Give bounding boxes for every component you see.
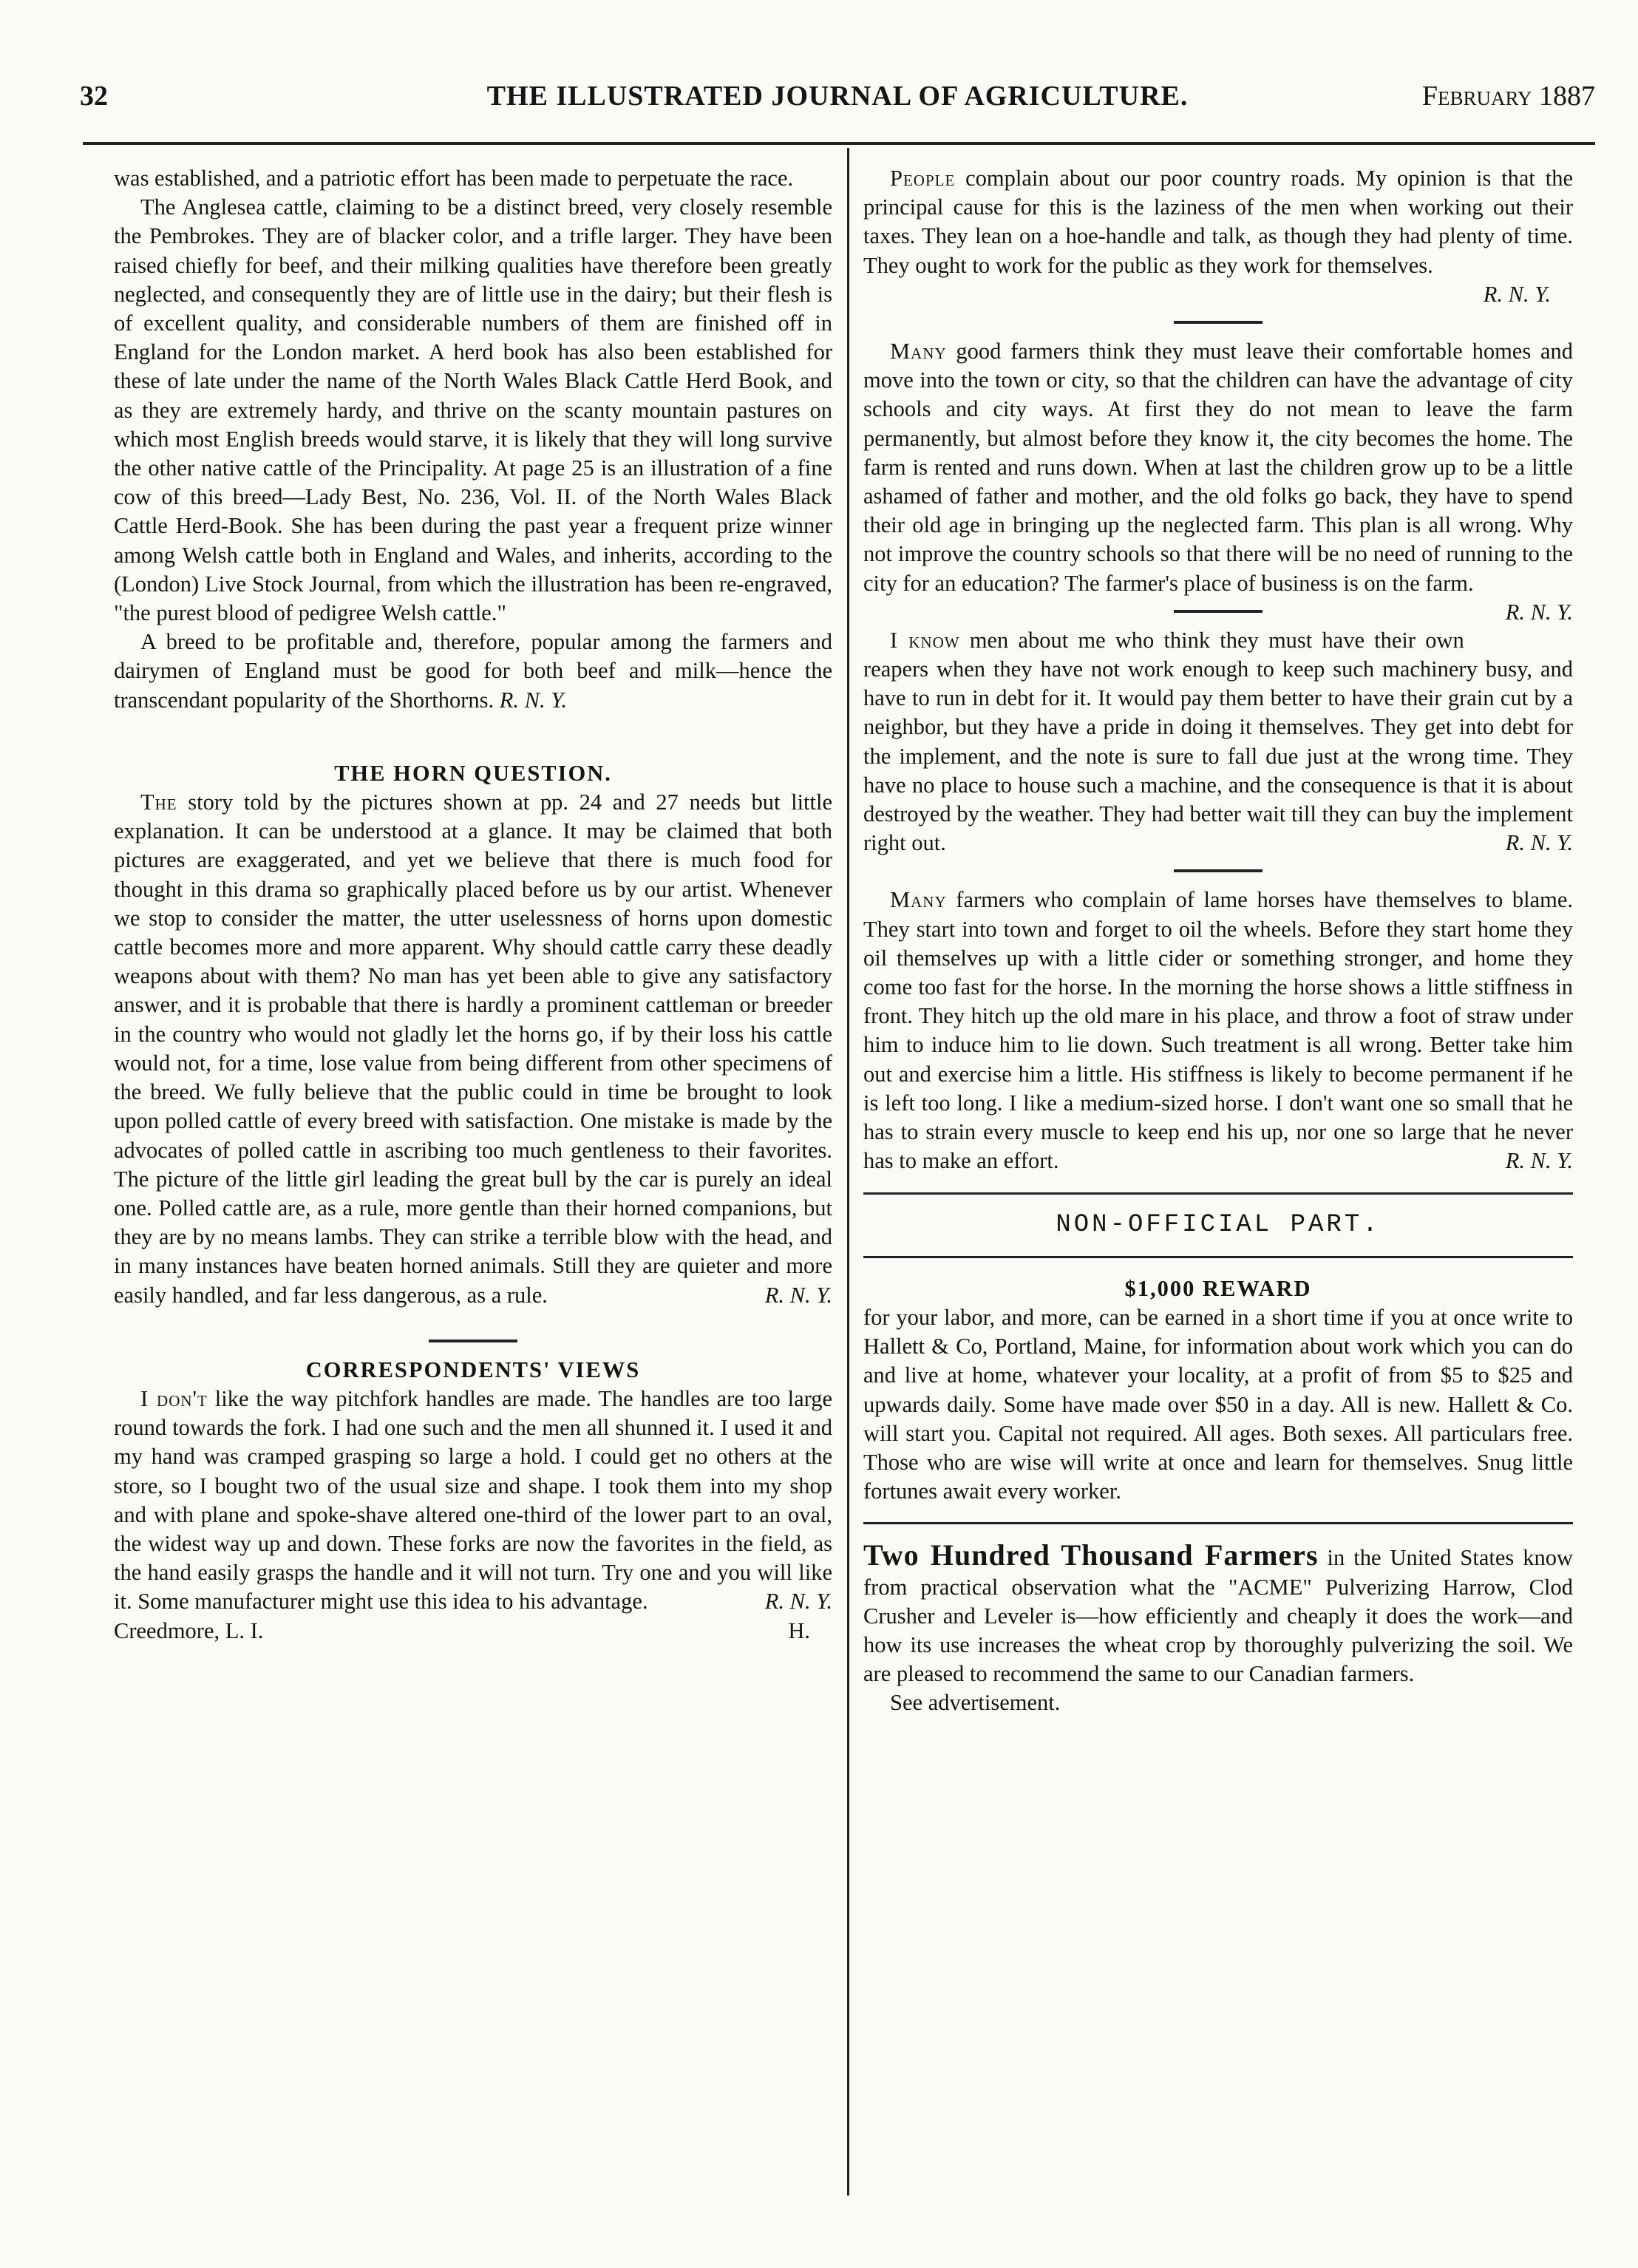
signature: R. N. Y. xyxy=(764,1589,832,1615)
lead-word: I know xyxy=(890,627,960,653)
horn-question-text: story told by the pictures shown at pp. 24 and 27 needs but little explanation. It can be understood at a glance. It may be claimed that both pictures are exaggerated, and yet we believe that there is much food for thought in this drama so graphically placed before us by our artist. Whenever we stop to consider the matter, the utter uselessness of horns upon domestic cattle becomes more and more apparent. Why should cattle carry these deadly weapons about with them? No man has yet been able to give any satisfactory answer, and it is probable that there is hardly a prominent cattleman or breeder in the country who would not gladly let the horns go, if by their loss his cattle would not, for a time, lose value from being different from other specimens of the breed. We fully believe that the public could in time be brought to look upon polled cattle of every breed with satisfaction. One mistake is made by the advocates of polled cattle in ascribing too much gentleness to their favorites. The picture of the little girl leading the great bull by the car is purely an ideal one. Polled cattle are, as a rule, more gentle than their horned companions, but they are by no means lambs. They can strike a terrible blow with the head, and in many instances have beaten horned animals. Still they are quieter and more easily handled, and far less dangerous, as a rule. xyxy=(114,790,832,1308)
signature: R. N. Y. xyxy=(499,687,568,713)
section-rule-bottom xyxy=(863,1256,1573,1258)
journal-title: THE ILLUSTRATED JOURNAL OF AGRICULTURE. xyxy=(486,81,1189,112)
article-divider xyxy=(1174,610,1263,613)
acme-harrow-notice xyxy=(863,1538,1574,1688)
reward-heading: $1,000 REWARD xyxy=(1124,1275,1312,1301)
lead-word: Many xyxy=(890,887,947,913)
signature: R. N. Y. xyxy=(764,1282,832,1308)
article-divider xyxy=(1174,321,1263,324)
see-advertisement: See advertisement. xyxy=(890,1690,1061,1716)
issue-date: February 1887 xyxy=(1421,81,1595,112)
correspondent-initial: H. xyxy=(788,1617,810,1643)
non-official-part-title: NON-OFFICIAL PART. xyxy=(1056,1210,1381,1239)
article-divider xyxy=(1174,869,1263,872)
signature: R. N. Y. xyxy=(1505,830,1573,856)
lead-word: People xyxy=(890,166,956,191)
column-divider xyxy=(847,148,849,2196)
section-rule-top xyxy=(863,1192,1573,1195)
article-divider xyxy=(429,1340,517,1342)
many-farmers-city-article xyxy=(863,337,1573,625)
people-article xyxy=(863,164,1573,280)
acme-text: in the United States know from practical observation what the "ACME" Pulverizing Harrow, Clod Crusher and Leveler is—how efficiently and cheaply it does the work—and how its use increases the wheat crop by thoroughly pulverizing the soil. We are pleased to recommend the same to our Canadian farmers. xyxy=(863,1545,1574,1687)
cattle-paragraph-3-text: A breed to be profitable and, therefore, popular among the farmers and dairymen of England must be good for both beef and milk—hence the transcendant popularity of the Shorthorns. xyxy=(114,629,832,713)
correspondent-place-line xyxy=(114,1617,832,1646)
horn-question-article xyxy=(114,788,832,1310)
right-column xyxy=(863,164,1573,1718)
reapers-text: men about me who think they must have their own reapers when they have not work enough to keep such machinery busy, and have to run in debt for it. It would pay them better to have their grain cut by a neighbor, but they have a pride in doing it themselves. They get into debt for the implement, and the note is sure to fall due just at the wrong time. They have no place to house such a machine, and the consequence is that it is about destroyed by the weather. They had better wait till they can buy the implement right out. xyxy=(863,627,1573,856)
reward-advertisement: for your labor, and more, can be earned in a short time if you at once write to Hallett & Co, Portland, Maine, for information about work which you can do and live at home, whatever your locality, at a profit of from $5 to $25 and upwards daily. Some have made over $50 in a day. All is new. Hallett & Co. will start you. Capital not required. All ages. Both sexes. All particulars free. Those who are wise will write at once and learn for themselves. Snug little fortunes await every worker. xyxy=(863,1304,1573,1504)
page-header xyxy=(80,80,1595,121)
header-rule xyxy=(83,142,1595,145)
lame-horses-text: farmers who complain of lame horses have themselves to blame. They start into town and forget to oil the wheels. Before they start home they oil themselves up with a little cider or something stronger, and home they come too fast for the horse. In the morning the horse shows a little stiffness in front. They hitch up the old mare in his place, and throw a foot of straw under him to induce him to lie down. Such treatment is all wrong. Better take him out and exercise him a little. His stiffness is likely to become permanent if he is left too long. I like a medium-sized horse. I don't want one so small that he has to strain every muscle to keep end his up, nor one so large that he never has to make an effort. xyxy=(863,887,1574,1174)
correspondents-article xyxy=(114,1385,832,1617)
lead-word: The xyxy=(140,790,177,815)
advertisement-rule xyxy=(863,1522,1573,1524)
signature: R. N. Y. xyxy=(1483,281,1551,307)
lead-word: Many xyxy=(890,339,947,364)
cattle-paragraph-2: The Anglesea cattle, claiming to be a distinct breed, very closely resemble the Pembrokes. They are of blacker color, and a trifle larger. They have been raised chiefly for beef, and their milking qualities have therefore been greatly neglected, and consequently they are of little use in the dairy; but their flesh is of excellent quality, and considerable numbers of them are finished off in England for the London market. A herd book has also been established for these of late under the name of the North Wales Black Cattle Herd Book, and as they are extremely hardy, and thrive on the scanty mountain pastures on which most English breeds would starve, it is likely that they will long survive the other native cattle of the Principality. At page 25 is an illustration of a fine cow of this breed—Lady Best, No. 236, Vol. II. of the North Wales Black Cattle Herd-Book. She has been during the past year a frequent prize winner among Welsh cattle both in England and Wales, and inherits, according to the (London) Live Stock Journal, from which the illustration has been re-engraved, "the purest blood of pedigree Welsh cattle." xyxy=(114,194,832,626)
cattle-paragraph-1: was established, and a patriotic effort has been made to perpetuate the race. xyxy=(114,166,794,191)
correspondent-place: Creedmore, L. I. xyxy=(114,1617,264,1643)
people-text: complain about our poor country roads. My opinion is that the principal cause for this is the laziness of the men when working out their taxes. They lean on a hoe-handle and talk, as though they had plenty of time. They ought to work for the public as they work for themselves. xyxy=(863,166,1573,278)
reapers-article xyxy=(863,626,1573,858)
correspondents-text: like the way pitchfork handles are made. The handles are too large round towards the fork. I had one such and the men all shunned it. I used it and my hand was cramped grasping so large a hold. I could get no others at the store, so I bought two of the usual size and shape. I took them into my shop and with plane and spoke-shave altered one-third of the lower part to an oval, the widest way up and down. These forks are now the favorites in the field, as the hand easily grasps the handle and it will not turn. Try one and you will like it. Some manufacturer might use this idea to his advantage. xyxy=(114,1385,833,1615)
left-column xyxy=(114,164,832,1646)
lead-word: I don't xyxy=(140,1385,208,1411)
correspondents-heading: CORRESPONDENTS' VIEWS xyxy=(305,1357,641,1382)
signature: R. N. Y. xyxy=(1505,599,1573,625)
lame-horses-article xyxy=(863,886,1573,1175)
page-number: 32 xyxy=(80,81,108,112)
acme-lead: Two Hundred Thousand Farmers xyxy=(863,1538,1319,1572)
many-farmers-city-text: good farmers think they must leave their comfortable homes and move into the town or city, so that the children can have the advantage of city schools and city ways. At first they do not mean to leave the farm permanently, but almost before they know it, the city becomes the home. The farm is rented and runs down. When at last the children grow up to be a little ashamed of father and mother, and the old folks go back, they have to spend their old age in bringing up the neglected farm. This plan is all wrong. Why not improve the country schools so that there will be no need of running to the city for an education? The farmer's place of business is on the farm. xyxy=(863,339,1573,596)
horn-question-heading: THE HORN QUESTION. xyxy=(334,760,612,786)
signature: R. N. Y. xyxy=(1505,1148,1573,1174)
cattle-paragraph-3 xyxy=(114,628,832,715)
